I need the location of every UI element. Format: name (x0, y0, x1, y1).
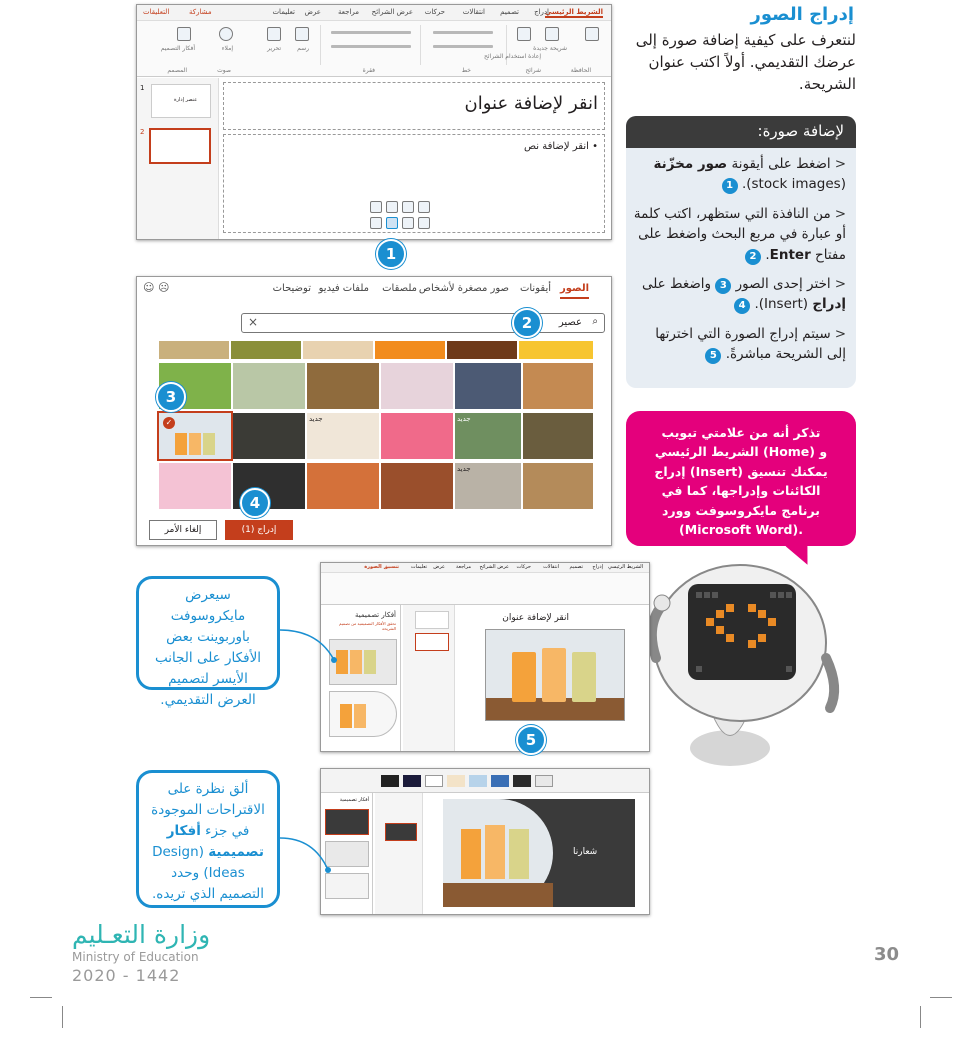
step-4: <سيتم إدراج الصورة التي اخترتها إلى الشريحة مباشرةً. 5 (655, 326, 846, 363)
image-result[interactable] (381, 463, 453, 509)
image-result[interactable] (231, 341, 301, 359)
find-icon[interactable] (267, 27, 281, 41)
juice-glass (175, 433, 187, 455)
caption-voice: صوت (217, 67, 231, 74)
design-ideas-pane-title: أفكار تصميمية (355, 611, 396, 619)
ministry-logo-arabic: وزارة التعـليم (72, 920, 211, 949)
powerpoint-screenshot-3 (320, 562, 650, 752)
dictate-label[interactable]: إملاء (221, 45, 233, 52)
ribbon-divider (320, 25, 321, 65)
tab-insert-3[interactable]: إدراج (592, 564, 603, 570)
search-box[interactable] (241, 313, 605, 333)
ministry-logo-english: Ministry of Education (72, 950, 199, 964)
tab-view[interactable]: عرض (304, 8, 321, 16)
image-result[interactable] (455, 363, 521, 409)
juice-glass (203, 433, 215, 455)
image-result[interactable] (519, 341, 593, 359)
tab-review[interactable]: مراجعة (337, 8, 359, 16)
theme-swatch[interactable] (425, 775, 443, 787)
image-result[interactable] (307, 463, 379, 509)
tab-review-3[interactable]: مراجعة (455, 564, 471, 570)
image-result[interactable] (381, 363, 453, 409)
juice-glass (512, 652, 536, 702)
callout-connectors (278, 620, 338, 900)
content-placeholder[interactable] (223, 134, 605, 233)
tab-animations-3[interactable]: حركات (516, 564, 531, 570)
slide-text: شعارنا (573, 847, 598, 857)
image-result[interactable] (455, 463, 521, 509)
new-slide-label[interactable]: شريحة جديدة (533, 45, 567, 52)
slide-thumbnail-1[interactable] (415, 611, 449, 629)
paste-icon[interactable] (585, 27, 599, 41)
image-result[interactable] (523, 363, 593, 409)
ribbon-body-3 (321, 573, 649, 605)
reuse-slides-icon[interactable] (517, 27, 531, 41)
slide-thumbnail-1[interactable] (151, 84, 211, 118)
slide-photo (443, 799, 553, 907)
caption-paragraph: فقرة (362, 67, 375, 74)
dialog-tab-videos[interactable]: ملفات فيديو (318, 283, 369, 294)
theme-swatch[interactable] (513, 775, 531, 787)
theme-swatch[interactable] (403, 775, 421, 787)
ribbon-tabs-3 (321, 563, 649, 573)
tab-design-3[interactable]: تصميم (569, 564, 583, 570)
tab-home[interactable]: الشريط الرئيسي (544, 8, 603, 16)
steps-header: لإضافة صورة: (626, 116, 856, 148)
image-result[interactable] (447, 341, 517, 359)
section-intro: لنتعرف على كيفية إضافة صورة إلى عرضك التقديمي. أولاً اكتب عنوان الشريحة. (635, 31, 856, 93)
inserted-picture[interactable] (485, 629, 625, 721)
ribbon-divider (420, 25, 421, 65)
image-result-selected[interactable] (159, 413, 231, 459)
ribbon-design-themes (321, 769, 649, 793)
dialog-tab-images[interactable]: الصور (560, 283, 589, 299)
dialog-tab-illustrations[interactable]: توضيحات (272, 283, 311, 294)
step-3: <اختر إحدى الصور 3 واضغط على إدراج (Insert). 4 (641, 276, 846, 313)
font-controls[interactable] (433, 31, 493, 34)
section-title: إدراج الصور (750, 4, 854, 25)
callout-design-ideas (136, 576, 280, 708)
juice-glass (509, 829, 529, 879)
content-icons (370, 201, 434, 235)
search-icon: ⌕ (592, 316, 598, 327)
caption-font: خط (461, 67, 471, 74)
paragraph-controls[interactable] (331, 31, 411, 34)
image-result[interactable] (303, 341, 373, 359)
share-button[interactable]: مشاركة (189, 8, 212, 16)
powerpoint-screenshot-4 (320, 768, 650, 915)
clear-search-icon[interactable]: × (248, 315, 259, 329)
search-input-value[interactable]: عصير (558, 317, 582, 328)
slide-editing-area (219, 78, 611, 239)
smartart-icon[interactable] (402, 201, 414, 213)
slide-thumbnails-pane (137, 78, 219, 239)
comments-button[interactable]: التعليقات (143, 8, 170, 16)
tab-insert[interactable]: إدراج (534, 8, 549, 16)
juice-glass (542, 648, 566, 702)
theme-swatch[interactable] (491, 775, 509, 787)
slide-canvas-3 (457, 605, 649, 751)
image-result[interactable] (159, 341, 229, 359)
check-icon: ✓ (163, 417, 175, 429)
video-icon[interactable] (402, 217, 414, 229)
slide-thumbnail-2[interactable] (415, 633, 449, 651)
step-badge: 2 (745, 249, 761, 265)
crop-mark (30, 997, 52, 998)
ribbon-body (137, 21, 611, 77)
crop-mark (62, 1006, 63, 1028)
theme-swatch[interactable] (447, 775, 465, 787)
juice-glass (485, 825, 505, 879)
juice-glass (364, 650, 376, 674)
draw-label[interactable]: رسم (297, 45, 309, 52)
image-grid (159, 341, 593, 511)
marker-3: 3 (156, 382, 186, 412)
marker-1: 1 (376, 239, 406, 269)
image-result[interactable] (523, 413, 593, 459)
table-icon[interactable] (370, 201, 382, 213)
juice-glass (340, 704, 352, 728)
callout-choose-design: ألق نظرة على الاقتراحات الموجودة في جزء أفكار تصميمية (Design Ideas) وحدد التصميم الذي تريده. (136, 770, 280, 908)
reuse-slides-label[interactable]: إعادة استخدام الشرائح (484, 53, 541, 60)
marker-4: 4 (240, 488, 270, 518)
designed-slide[interactable] (443, 799, 635, 907)
title-placeholder-text: انقر لإضافة عنوان (464, 93, 598, 114)
powerpoint-screenshot-1 (136, 4, 612, 240)
new-tag: جديد (457, 415, 471, 423)
crop-mark (920, 1006, 921, 1028)
thumb-number-2: 2 (140, 128, 145, 136)
content-placeholder-text: • انقر لإضافة نص (524, 141, 598, 152)
step-1: <اضغط على أيقونة صور مخزّنة (stock images). 1 (653, 156, 846, 193)
tab-picture-format[interactable]: تنسيق الصورة (364, 564, 399, 570)
tab-design[interactable]: تصميم (500, 8, 519, 16)
3d-model-icon[interactable] (418, 201, 430, 213)
dialog-tab-stickers[interactable]: ملصقات (382, 283, 417, 294)
robot-illustration (640, 548, 850, 778)
step-badge: 1 (722, 178, 738, 194)
slide-title-3: انقر لإضافة عنوان (502, 613, 569, 623)
stock-images-icon[interactable] (386, 217, 398, 229)
icons-icon[interactable] (418, 217, 430, 229)
new-tag: جديد (457, 465, 471, 473)
theme-swatch[interactable] (381, 775, 399, 787)
step-badge: 4 (734, 298, 750, 314)
theme-swatch[interactable] (535, 775, 553, 787)
new-slide-icon[interactable] (545, 27, 559, 41)
juice-glass (189, 433, 201, 455)
juice-glass (461, 829, 481, 879)
tab-transitions[interactable]: انتقالات (462, 8, 485, 16)
image-result[interactable] (381, 413, 453, 459)
caption-clipboard: الحافظة (570, 67, 591, 74)
step-badge: 5 (705, 348, 721, 364)
tab-help-3[interactable]: تعليمات (410, 564, 427, 570)
chart-icon[interactable] (386, 201, 398, 213)
dialog-tab-icons[interactable]: أيقونات (519, 283, 551, 294)
theme-swatch[interactable] (469, 775, 487, 787)
marker-5: 5 (516, 725, 546, 755)
tab-slideshow[interactable]: عرض الشرائح (371, 8, 413, 16)
tab-transitions-3[interactable]: انتقالات (543, 564, 559, 570)
image-result[interactable] (233, 363, 305, 409)
design-idea-option[interactable] (329, 639, 397, 685)
table-surface (443, 883, 553, 907)
tab-help[interactable]: تعليمات (272, 8, 295, 16)
tab-home-3[interactable]: الشريط الرئيسي (607, 564, 643, 570)
new-tag: جديد (309, 415, 323, 423)
image-result[interactable] (233, 413, 305, 459)
thumb1-text: عنصر إدارة (174, 97, 198, 103)
tab-view-3[interactable]: عرض (433, 564, 445, 570)
callout-1-text: سيعرض مايكروسوفت باوربوينت بعض الأفكار على الجانب الأيسر لتصميم العرض التقديمي. (154, 587, 262, 708)
editing-label[interactable]: تحرير (267, 45, 281, 52)
image-result[interactable] (307, 363, 379, 409)
alignment-controls[interactable] (331, 45, 411, 48)
font-format-controls[interactable] (433, 45, 493, 48)
smiley-icon[interactable]: ☺ ☹ (143, 281, 170, 294)
microphone-icon[interactable] (219, 27, 233, 41)
dialog-tab-cutout-people[interactable]: صور مصغرة لأشخاص (418, 283, 509, 294)
tab-animations[interactable]: حركات (424, 8, 445, 16)
tip-text: تذكر أنه من علامتي تبويب الشريط الرئيسي (Home) و إدراج (Insert) يمكنك تنسيق الكائنات وإدراجها، كما في برنامج مايكروسوفت وورد (Microsoft Word). (654, 425, 828, 537)
title-placeholder[interactable] (223, 82, 605, 130)
tip-bubble (626, 411, 856, 546)
slide-thumbnail-2[interactable] (385, 823, 417, 841)
thumbnails-pane-3 (403, 605, 455, 751)
caption-designer: المصمم (167, 67, 187, 74)
juice-glass (350, 650, 362, 674)
page-number: 30 (874, 944, 900, 965)
image-result[interactable] (455, 413, 521, 459)
ministry-year: 2020 - 1442 (72, 966, 181, 985)
thumb-number-1: 1 (140, 84, 145, 92)
shapes-icon[interactable] (295, 27, 309, 41)
pictures-icon[interactable] (370, 217, 382, 229)
marker-2: 2 (512, 308, 542, 338)
caption-slides: شرائح (525, 67, 541, 74)
image-result[interactable] (159, 463, 231, 509)
design-ideas-pane-subtitle: تحقق الأفكار التصميمية من تصميم الشريحة (339, 621, 396, 631)
design-idea-option[interactable] (329, 691, 397, 737)
juice-glass (572, 652, 596, 702)
crop-mark (930, 997, 952, 998)
design-ideas-pane-title-4: أفكار تصميمية (339, 797, 369, 803)
juice-glass (354, 704, 366, 728)
thumbnails-pane-4 (375, 793, 423, 914)
image-result[interactable] (307, 413, 379, 459)
image-result[interactable] (523, 463, 593, 509)
tab-slideshow-3[interactable]: عرض الشرائح (479, 564, 509, 570)
ribbon-tabs (137, 5, 611, 21)
step-badge: 3 (715, 278, 731, 294)
step-2: <من النافذة التي ستظهر، اكتب كلمة أو عبارة في مربع البحث واضغط على مفتاح Enter. 2 (633, 206, 846, 263)
cancel-button[interactable]: إلغاء الأمر (149, 520, 217, 540)
insert-button[interactable]: إدراج (1) (225, 520, 293, 540)
design-ideas-label[interactable]: أفكار التصميم (160, 45, 195, 52)
design-ideas-icon[interactable] (177, 27, 191, 41)
slide-thumbnail-2[interactable] (149, 128, 211, 164)
image-result[interactable] (375, 341, 445, 359)
